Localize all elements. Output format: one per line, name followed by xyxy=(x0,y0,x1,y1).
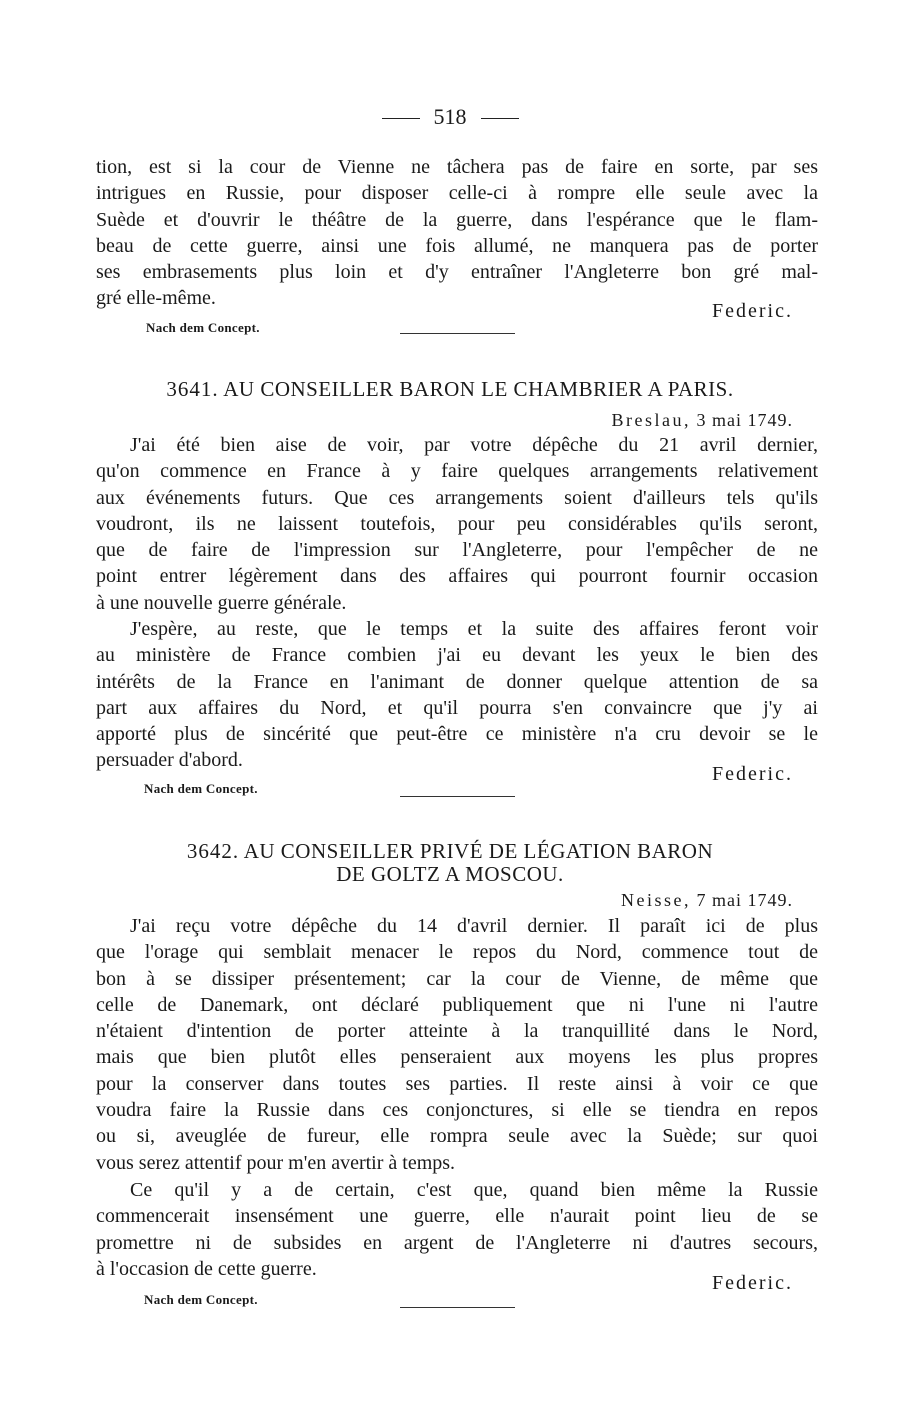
text-line: n'étaient d'intention de porter atteinte à la tranquillité dans le Nord, xyxy=(96,1020,818,1043)
letter-paragraph xyxy=(96,913,818,1176)
text-line: Suède et d'ouvrir le théâtre de la guerre, dans l'espérance que le flam- xyxy=(96,208,818,231)
text-line: à une nouvelle guerre générale. xyxy=(96,591,347,614)
text-line: apporté plus de sincérité que peut-être ce ministère n'a cru devoir se le xyxy=(96,723,818,746)
dateline-place: Neisse, xyxy=(621,890,691,910)
signature: Federic. xyxy=(712,300,793,322)
signature: Federic. xyxy=(712,1272,793,1294)
intro-paragraph xyxy=(96,154,818,312)
text-line: beau de cette guerre, ainsi une fois allumé, ne manquera pas de porter xyxy=(96,234,818,257)
letter-paragraph xyxy=(96,616,818,774)
page-number xyxy=(0,104,900,130)
text-line: que de faire de l'impression sur l'Angleterre, pour l'empêcher de ne xyxy=(96,539,818,562)
dateline xyxy=(621,890,793,911)
text-line: que l'orage qui semblait menacer le repos du Nord, commence tout de xyxy=(96,941,818,964)
text-line: vous serez attentif pour m'en avertir à temps. xyxy=(96,1151,456,1174)
source-note: Nach dem Concept. xyxy=(144,1292,258,1307)
text-line: tion, est si la cour de Vienne ne tâchera pas de faire en sorte, par ses xyxy=(96,156,818,178)
text-line: mais que bien plutôt elles penseraient aux moyens les plus propres xyxy=(96,1046,818,1069)
text-line: Ce qu'il y a de certain, c'est que, quand bien même la Russie xyxy=(130,1179,818,1201)
text-line: persuader d'abord. xyxy=(96,749,243,772)
text-line: voudront, ils ne laissent toutefois, pour peu considérables qu'ils seront, xyxy=(96,512,818,535)
text-line: ou si, aveuglée de fureur, elle rompra seule avec la Suède; sur quoi xyxy=(96,1125,818,1148)
text-line: voudra faire la Russie dans ces conjonctures, si elle se tiendra en repos xyxy=(96,1099,818,1122)
page-number-dash-right xyxy=(481,118,519,119)
text-line: bon à se dissiper présentement; car la cour de Vienne, de même que xyxy=(96,967,818,990)
text-line: qu'on commence en France à y faire quelques arrangements relativement xyxy=(96,460,818,483)
text-line: gré elle-même. xyxy=(96,287,216,310)
text-line: à l'occasion de cette guerre. xyxy=(96,1257,317,1280)
text-line: ses embrasements plus loin et d'y entraîner l'Angleterre bon gré mal- xyxy=(96,261,818,284)
text-line: J'espère, au reste, que le temps et la suite des affaires feront voir xyxy=(130,618,818,640)
text-line: intrigues en Russie, pour disposer celle-ci à rompre elle seule avec la xyxy=(96,182,818,205)
dateline xyxy=(612,410,793,431)
text-line: commencerait insensément une guerre, elle n'aurait point lieu de se xyxy=(96,1205,818,1228)
letter-paragraph xyxy=(96,432,818,616)
text-line: pour la conserver dans toutes ses parties. Il reste ainsi à voir ce que xyxy=(96,1072,818,1095)
text-line: J'ai reçu votre dépêche du 14 d'avril dernier. Il paraît ici de plus xyxy=(130,915,818,937)
letter-paragraph xyxy=(96,1177,818,1282)
text-line: aux événements futurs. Que ces arrangements soient d'ailleurs tels qu'ils xyxy=(96,486,818,509)
dateline-date: 7 mai 1749. xyxy=(696,890,793,910)
dateline-place: Breslau, xyxy=(611,410,691,430)
text-line: promettre ni de subsides en argent de l'Angleterre ni d'autres secours, xyxy=(96,1231,818,1254)
separator-rule xyxy=(400,796,515,797)
text-line: intérêts de la France en l'animant de donner quelque attention de sa xyxy=(96,670,818,693)
letter-title: AU CONSEILLER PRIVÉ DE LÉGATION BARON xyxy=(243,839,714,863)
text-line: au ministère de France combien j'ai eu devant les yeux le bien des xyxy=(96,644,818,667)
letter-title-continued: DE GOLTZ A MOSCOU. xyxy=(336,862,564,886)
letter-number: 3641. xyxy=(166,377,219,401)
page-number-dash-left xyxy=(382,118,420,119)
letter-heading-continued xyxy=(0,861,900,887)
source-note: Nach dem Concept. xyxy=(144,781,258,796)
text-line: point entrer légèrement dans des affaires qui pourront fournir occasion xyxy=(96,565,818,588)
letter-heading xyxy=(0,376,900,402)
letter-number: 3642. xyxy=(186,839,240,863)
source-note: Nach dem Concept. xyxy=(146,320,260,335)
separator-rule xyxy=(400,333,515,334)
text-line: J'ai été bien aise de voir, par votre dépêche du 21 avril dernier, xyxy=(130,434,818,456)
separator-rule xyxy=(400,1307,515,1308)
page-number-value: 518 xyxy=(433,104,467,129)
letter-title: AU CONSEILLER BARON LE CHAMBRIER A PARIS. xyxy=(223,377,734,401)
text-line: part aux affaires du Nord, et qu'il pourra s'en convaincre que j'y ai xyxy=(96,696,818,719)
dateline-date: 3 mai 1749. xyxy=(696,410,793,430)
text-line: celle de Danemark, ont déclaré publiquement que ni l'une ni l'autre xyxy=(96,993,818,1016)
signature: Federic. xyxy=(712,763,793,785)
